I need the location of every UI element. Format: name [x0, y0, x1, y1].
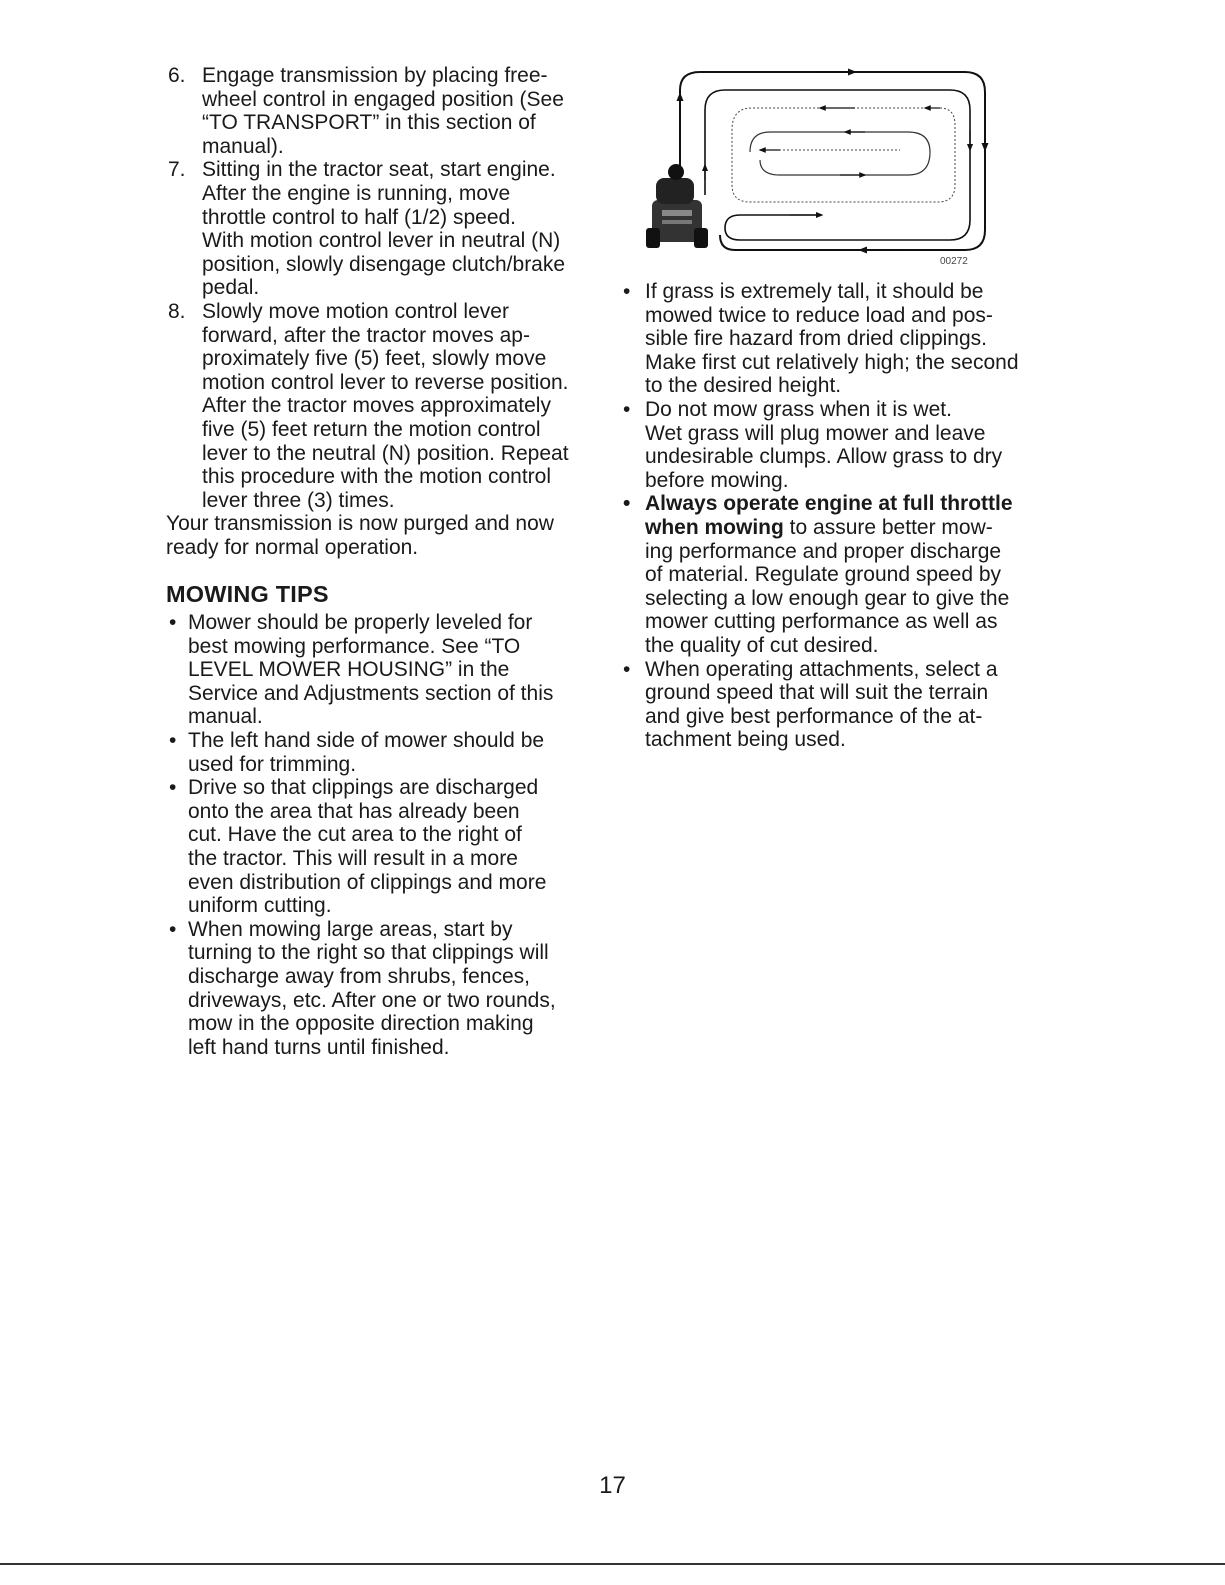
step-line: lever three (3) times.	[202, 488, 395, 512]
step-line: proximately five (5) feet, slowly move	[202, 347, 547, 371]
section-title: MOWING TIPS	[166, 581, 329, 608]
tip-full-throttle	[620, 492, 1060, 657]
tip-line: used for trimming.	[188, 752, 357, 776]
step-line: After the tractor moves approximately	[202, 394, 551, 418]
step-line: this procedure with the motion control	[202, 465, 552, 489]
tip-line: to assure better mow-	[783, 515, 993, 539]
tip-line: the tractor. This will result in a more	[188, 847, 518, 870]
bullet-icon: •	[169, 917, 177, 941]
tip-discharge	[166, 776, 606, 918]
bullet-icon: •	[169, 776, 177, 800]
step-line: lever to the neutral (N) position. Repeat	[202, 441, 569, 465]
step-line: “TO TRANSPORT” in this section of	[202, 111, 536, 135]
tip-line: Make first cut relatively high; the second	[645, 350, 1019, 374]
step-line: Slowly move motion control lever	[202, 299, 509, 323]
tip-line: When mowing large areas, start by	[188, 917, 513, 941]
second-path	[705, 90, 970, 240]
tip-line-bold: Always operate engine at full throttle	[645, 492, 1013, 516]
tip-line: of material. Regulate ground speed by	[645, 563, 1002, 587]
tip-line: ing performance and proper discharge	[645, 539, 1002, 563]
tip-line: If grass is extremely tall, it should be	[645, 280, 984, 303]
tip-leveled	[166, 611, 606, 729]
tip-line: discharge away from shrubs, fences,	[188, 964, 530, 988]
bullet-icon: •	[623, 280, 631, 303]
lawn-tractor-icon	[646, 164, 708, 248]
tip-line: ground speed that will suit the terrain	[645, 681, 989, 705]
tip-line: driveways, etc. After one or two rounds,	[188, 988, 556, 1012]
tip-line: before mowing.	[645, 468, 789, 492]
tip-line: mowed twice to reduce load and pos-	[645, 303, 993, 327]
page-number: 17	[599, 1472, 626, 1499]
step-line: Engage transmission by placing free-	[202, 64, 548, 87]
step-line: wheel control in engaged position (See	[202, 87, 564, 111]
tip-tall-grass	[620, 280, 1060, 398]
tip-line: undesirable clumps. Allow grass to dry	[645, 445, 1003, 469]
tip-line: The left hand side of mower should be	[188, 729, 545, 753]
tip-attachments	[620, 658, 1060, 752]
bullet-icon: •	[623, 397, 631, 421]
innermost-dashed-path	[750, 132, 930, 175]
tip-line: sible fire hazard from dried clippings.	[645, 327, 987, 351]
bullet-icon: •	[169, 611, 177, 635]
bullet-icon: •	[623, 492, 631, 516]
tip-line: Wet grass will plug mower and leave	[645, 421, 986, 445]
tip-large-areas	[166, 918, 606, 1060]
tip-trimming	[166, 729, 606, 776]
tip-line: mower cutting performance as well as	[645, 610, 998, 634]
tip-line: cut. Have the cut area to the right of	[188, 823, 522, 847]
bullet-icon: •	[169, 729, 177, 753]
tip-wet-grass	[620, 398, 1060, 492]
tip-line: LEVEL MOWER HOUSING” in the	[188, 658, 510, 682]
step-6	[166, 64, 606, 158]
step-line: After the engine is running, move	[202, 181, 511, 205]
tip-line: left hand turns until finished.	[188, 1035, 450, 1059]
step-line: With motion control lever in neutral (N)	[202, 229, 561, 253]
tip-line: Drive so that clippings are discharged	[188, 776, 539, 800]
tip-line: Do not mow grass when it is wet.	[645, 397, 952, 421]
tip-line: uniform cutting.	[188, 894, 332, 918]
figure-code: 00272	[940, 256, 968, 267]
tip-line-bold: when mowing	[645, 515, 784, 539]
page-bottom-rule	[0, 1563, 1225, 1565]
tip-line: the quality of cut desired.	[645, 633, 879, 657]
tip-line: even distribution of clippings and more	[188, 870, 547, 894]
tip-line: onto the area that has already been	[188, 799, 520, 823]
step-line: position, slowly disengage clutch/brake	[202, 252, 566, 276]
step-line: motion control lever to reverse position.	[202, 370, 569, 394]
step-line: five (5) feet return the motion control	[202, 417, 541, 441]
step-number: 6.	[168, 64, 186, 87]
tip-line: mow in the opposite direction making	[188, 1012, 534, 1036]
purged-note	[166, 512, 606, 559]
step-8	[166, 300, 606, 512]
tip-line: to the desired height.	[645, 374, 842, 398]
tip-line: When operating attachments, select a	[645, 657, 998, 681]
bullet-icon: •	[623, 657, 631, 681]
step-7	[166, 158, 606, 300]
tip-line: best mowing performance. See “TO	[188, 634, 521, 658]
mowing-pattern-diagram	[640, 60, 1000, 275]
step-number: 7.	[168, 158, 186, 182]
tip-line: Mower should be properly leveled for	[188, 611, 533, 635]
tip-line: manual.	[188, 705, 263, 729]
note-line: Your transmission is now purged and now	[166, 512, 554, 536]
step-line: Sitting in the tractor seat, start engine.	[202, 158, 556, 182]
step-line: forward, after the tractor moves ap-	[202, 323, 530, 347]
tip-line: turning to the right so that clippings will	[188, 941, 549, 965]
step-line: pedal.	[202, 276, 260, 300]
right-column	[620, 280, 1060, 752]
step-line: throttle control to half (1/2) speed.	[202, 205, 517, 229]
tip-line: tachment being used.	[645, 728, 846, 752]
step-number: 8.	[168, 299, 186, 323]
tip-line: selecting a low enough gear to give the	[645, 586, 1010, 610]
step-line: manual).	[202, 134, 284, 158]
note-line: ready for normal operation.	[166, 535, 419, 559]
inner-dashed-path	[732, 108, 955, 202]
left-column	[166, 64, 606, 1059]
tip-line: and give best performance of the at-	[645, 704, 983, 728]
tip-line: Service and Adjustments section of this	[188, 681, 554, 705]
